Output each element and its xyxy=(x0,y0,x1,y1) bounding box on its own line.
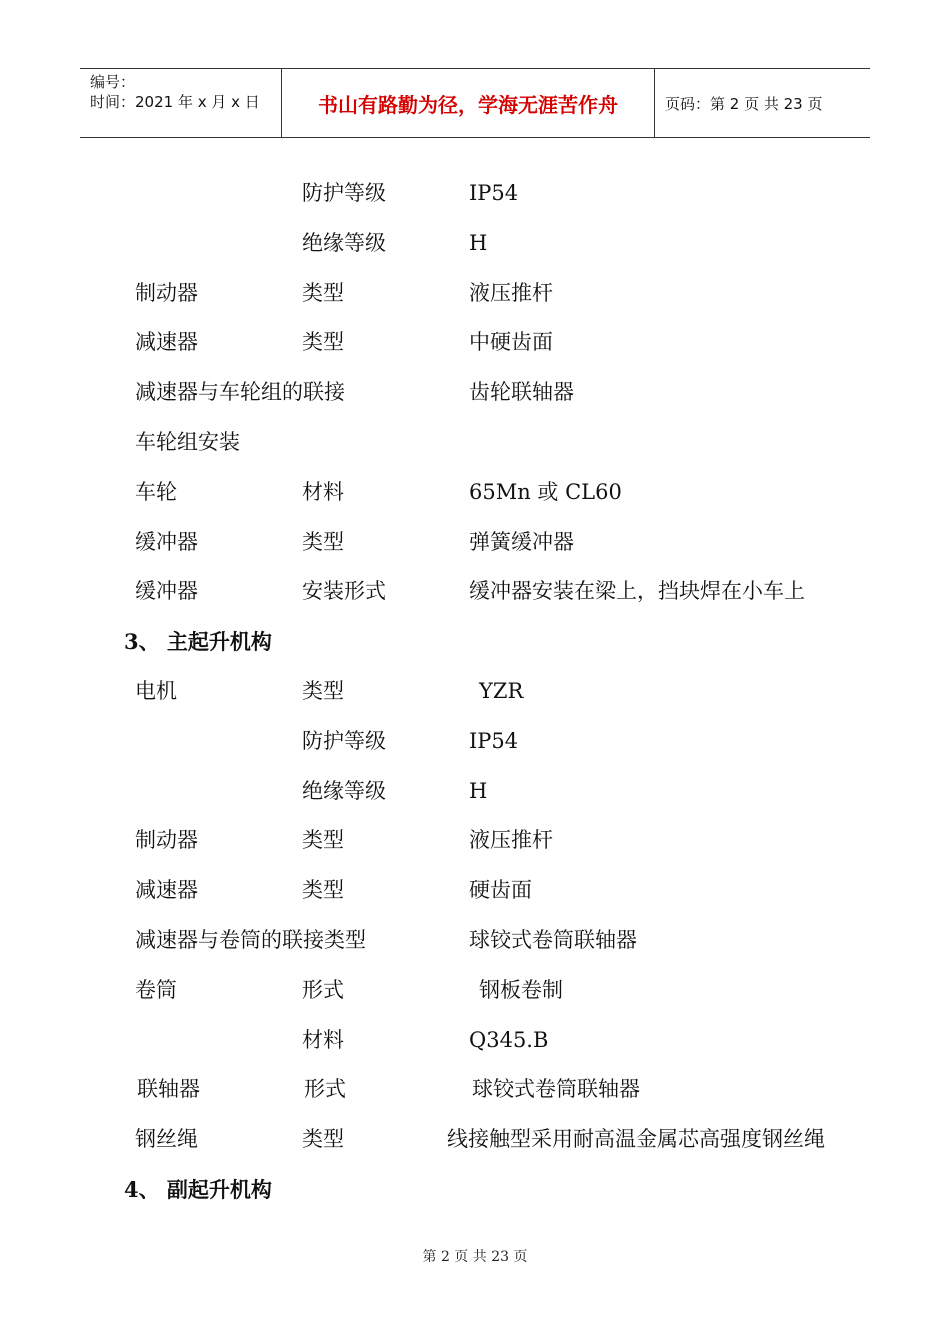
spec-attribute: 材料 xyxy=(302,1027,344,1052)
spec-attribute: 类型 xyxy=(302,330,344,355)
spec-attribute: 形式 xyxy=(304,1077,346,1102)
spec-value: 钢板卷制 xyxy=(479,977,563,1002)
spec-row xyxy=(0,527,950,557)
spec-component: 制动器 xyxy=(135,280,198,305)
spec-attribute: 类型 xyxy=(302,679,344,703)
spec-row xyxy=(0,576,950,606)
spec-row xyxy=(0,676,950,706)
spec-attribute: 防护等级 xyxy=(302,181,386,205)
spec-value: 硬齿面 xyxy=(469,878,532,903)
spec-row xyxy=(0,1025,950,1055)
spec-attribute: 类型 xyxy=(302,529,344,554)
spec-value: 液压推杆 xyxy=(469,828,553,853)
spec-component: 卷筒 xyxy=(135,977,177,1002)
spec-component: 制动器 xyxy=(135,828,198,853)
spec-value: H xyxy=(469,230,488,255)
spec-value: 弹簧缓冲器 xyxy=(469,529,574,554)
spec-attribute: 防护等级 xyxy=(302,728,386,753)
spec-component: 联轴器 xyxy=(137,1077,200,1102)
document-date: 时间：2021 年 x 月 x 日 xyxy=(90,93,260,111)
section-heading-aux-hoist: 4、 副起升机构 xyxy=(124,1177,272,1202)
spec-attribute: 类型 xyxy=(302,1127,344,1152)
spec-value: YZR xyxy=(479,679,524,703)
spec-attribute: 形式 xyxy=(302,977,344,1002)
document-number: 编号： xyxy=(90,73,136,91)
spec-value: Q345.B xyxy=(469,1027,549,1052)
header-meta xyxy=(80,69,280,137)
spec-attribute: 绝缘等级 xyxy=(302,230,386,255)
spec-value: 球铰式卷筒联轴器 xyxy=(469,928,637,952)
spec-component: 减速器 xyxy=(135,330,198,355)
spec-attribute: 类型 xyxy=(302,878,344,903)
spec-attribute: 类型 xyxy=(302,280,344,305)
spec-value: IP54 xyxy=(469,728,519,753)
section-heading-main-hoist: 3、 主起升机构 xyxy=(124,629,272,654)
spec-row xyxy=(0,726,950,756)
page-footer: 第 2 页 共 23 页 xyxy=(422,1249,528,1265)
spec-row xyxy=(0,327,950,357)
spec-attribute: 类型 xyxy=(302,828,344,853)
spec-value: 齿轮联轴器 xyxy=(469,380,574,405)
spec-row xyxy=(0,477,950,507)
spec-row xyxy=(0,427,950,457)
spec-value: 液压推杆 xyxy=(469,280,553,305)
spec-row xyxy=(0,825,950,855)
spec-value: 球铰式卷筒联轴器 xyxy=(472,1077,640,1102)
header-slogan: 书山有路勤为径，学海无涯苦作舟 xyxy=(318,92,618,117)
spec-component: 车轮组安装 xyxy=(135,430,240,454)
spec-row xyxy=(0,1124,950,1154)
spec-component: 减速器与车轮组的联接 xyxy=(135,380,345,405)
spec-row xyxy=(0,975,950,1005)
spec-attribute: 绝缘等级 xyxy=(302,778,386,803)
spec-value: 缓冲器安装在梁上，挡块焊在小车上 xyxy=(469,579,805,604)
spec-component: 钢丝绳 xyxy=(135,1127,198,1152)
spec-row xyxy=(0,925,950,955)
spec-component: 减速器与卷筒的联接类型 xyxy=(135,928,366,952)
spec-row xyxy=(0,1074,950,1104)
spec-value: H xyxy=(469,778,488,803)
spec-component: 车轮 xyxy=(135,479,177,504)
spec-row xyxy=(0,377,950,407)
page-header xyxy=(80,68,870,138)
spec-row xyxy=(0,875,950,905)
spec-value: 线接触型采用耐高温金属芯高强度钢丝绳 xyxy=(447,1127,825,1152)
spec-component: 缓冲器 xyxy=(135,529,198,554)
spec-component: 减速器 xyxy=(135,878,198,903)
spec-row xyxy=(0,278,950,308)
spec-component: 缓冲器 xyxy=(135,579,198,604)
spec-row xyxy=(0,178,950,208)
spec-attribute: 材料 xyxy=(302,479,344,504)
spec-value: 65Mn 或 CL60 xyxy=(469,479,622,504)
spec-value: IP54 xyxy=(469,181,519,205)
spec-row xyxy=(0,228,950,258)
header-page-number: 页码：第 2 页 共 23 页 xyxy=(665,94,823,113)
spec-row xyxy=(0,776,950,806)
spec-component: 电机 xyxy=(135,679,177,703)
spec-value: 中硬齿面 xyxy=(469,330,553,355)
spec-attribute: 安装形式 xyxy=(302,579,386,604)
